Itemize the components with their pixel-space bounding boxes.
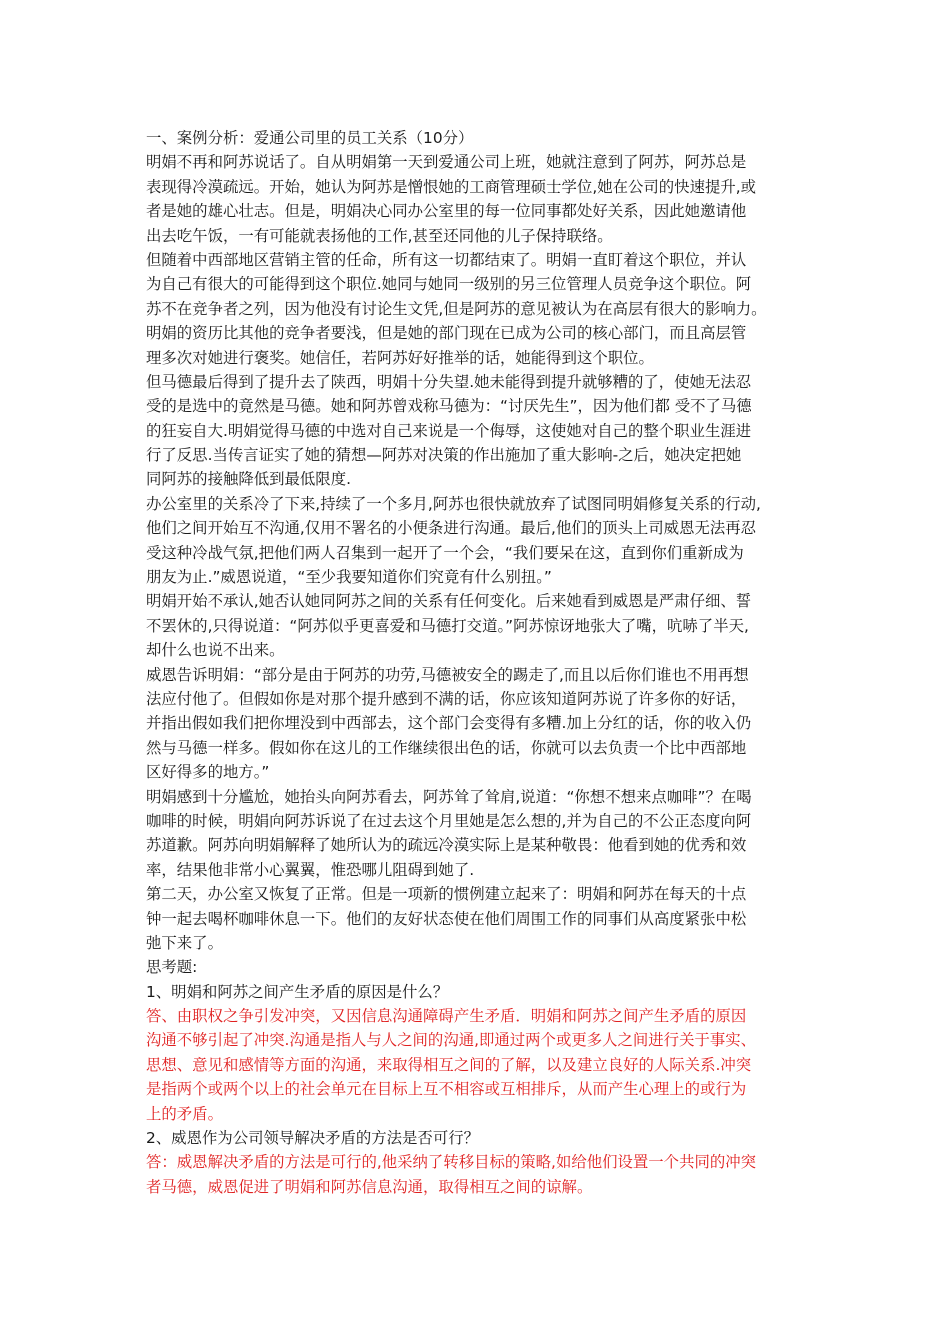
body-line: 受的是选中的竟然是马德。她和阿苏曾戏称马德为：“讨厌先生”，因为他们都 受不了马德 (146, 397, 752, 416)
body-line: 率，结果他非常小心翼翼，惟恐哪儿阻碍到她了. (146, 860, 475, 879)
body-line: 明娟的资历比其他的竞争者要浅，但是她的部门现在已成为公司的核心部门，而且高层管 (146, 324, 747, 343)
body-line: 咖啡的时候，明娟向阿苏诉说了在过去这个月里她是怎么想的,并为自己的不公正态度向阿 (146, 811, 752, 830)
body-line: 苏不在竞争者之列，因为他没有讨论生文凭,但是阿苏的意见被认为在高层有很大的影响力。 (146, 299, 767, 318)
body-line: 理多次对她进行褒奖。她信任，若阿苏好好推举的话，她能得到这个职位。 (146, 348, 654, 367)
body-line: 的狂妄自大.明娟觉得马德的中选对自己来说是一个侮辱，这使她对自己的整个职业生涯进 (146, 421, 752, 440)
body-line: 威恩告诉明娟：“部分是由于阿苏的功劳,马德被安全的踢走了,而且以后你们谁也不用再想 (146, 665, 749, 684)
section-heading: 一、案例分析：爱通公司里的员工关系（10分） (146, 129, 474, 147)
body-line: 者是她的雄心壮志。但是，明娟决心同办公室里的每一位同事都处好关系，因此她邀请他 (146, 202, 747, 221)
body-line: 明娟感到十分尴尬，她抬头向阿苏看去，阿苏耸了耸肩,说道：“你想不想来点咖啡”？在喝 (146, 787, 752, 806)
answer-line: 者马德，威恩促进了明娟和阿苏信息沟通，取得相互之间的谅解。 (146, 1177, 593, 1196)
answer-line: 思想、意见和感情等方面的沟通，来取得相互之间的了解，以及建立良好的人际关系.冲突 (146, 1055, 752, 1074)
body-line: 朋友为止.”威恩说道，“至少我要知道你们究竟有什么别扭。” (146, 568, 552, 587)
body-line: 行了反思.当传言证实了她的猜想—阿苏对决策的作出施加了重大影响-之后，她决定把她 (146, 446, 742, 465)
body-line: 苏道歉。阿苏向明娟解释了她所认为的疏远冷漠实际上是某种敬畏：他看到她的优秀和效 (146, 836, 747, 855)
question-line: 1、明娟和阿苏之间产生矛盾的原因是什么？ (146, 982, 449, 1001)
body-line: 不罢休的,只得说道：“阿苏似乎更喜爱和马德打交道。”阿苏惊讶地张大了嘴，吭哧了半天, (146, 616, 749, 635)
answer-line: 答：威恩解决矛盾的方法是可行的,他采纳了转移目标的策略,如给他们设置一个共同的冲突 (146, 1153, 757, 1172)
answer-line: 沟通不够引起了冲突.沟通是指人与人之间的沟通,即通过两个或更多人之间进行关于事实、 (146, 1031, 757, 1050)
body-line: 他们之间开始互不沟通,仅用不署名的小便条进行沟通。最后,他们的顶头上司威恩无法再忍 (146, 519, 757, 538)
question-line: 2、威恩作为公司领导解决矛盾的方法是否可行？ (146, 1129, 479, 1148)
body-line: 受这种冷战气氛,把他们两人召集到一起开了一个会，“我们要呆在这，直到你们重新成为 (146, 543, 744, 562)
body-line: 但随着中西部地区营销主管的任命，所有这一切都结束了。明娟一直盯着这个职位，并认 (146, 250, 747, 269)
answer-line: 上的矛盾。 (146, 1104, 223, 1123)
body-line: 钟一起去喝杯咖啡休息一下。他们的友好状态使在他们周围工作的同事们从高度紧张中松 (146, 909, 747, 928)
answer-line: 是指两个或两个以上的社会单元在目标上互不相容或互相排斥，从而产生心理上的或行为 (146, 1080, 747, 1099)
body-line: 第二天，办公室又恢复了正常。但是一项新的惯例建立起来了：明娟和阿苏在每天的十点 (146, 885, 747, 904)
body-line: 表现得冷漠疏远。开始，她认为阿苏是憎恨她的工商管理硕士学位,她在公司的快速提升,或 (146, 177, 757, 196)
body-line: 却什么也说不出来。 (146, 641, 285, 660)
body-line: 并指出假如我们把你埋没到中西部去，这个部门会变得有多糟.加上分红的话，你的收入仍 (146, 714, 752, 733)
answer-line: 答、由职权之争引发冲突，又因信息沟通障碍产生矛盾．明娟和阿苏之间产生矛盾的原因 (146, 1007, 747, 1026)
body-line: 然与马德一样多。假如你在这儿的工作继续很出色的话，你就可以去负责一个比中西部地 (146, 738, 747, 757)
body-line: 明娟不再和阿苏说话了。自从明娟第一天到爱通公司上班，她就注意到了阿苏，阿苏总是 (146, 153, 747, 172)
body-line: 区好得多的地方。” (146, 763, 270, 782)
body-line: 但马德最后得到了提升去了陕西，明娟十分失望.她未能得到提升就够糟的了，使她无法忍 (146, 372, 752, 391)
body-line: 明娟开始不承认,她否认她同阿苏之间的关系有任何变化。后来她看到威恩是严肃仔细、誓 (146, 592, 752, 611)
body-line: 弛下来了。 (146, 933, 223, 952)
document-page (146, 126, 810, 1199)
body-line: 同阿苏的接触降低到最低限度. (146, 470, 351, 489)
body-line: 为自己有很大的可能得到这个职位.她同与她同一级别的另三位管理人员竞争这个职位。阿 (146, 275, 752, 294)
body-line: 思考题: (146, 958, 198, 977)
body-line: 办公室里的关系冷了下来,持续了一个多月,阿苏也很快就放弃了试图同明娟修复关系的行动, (146, 494, 761, 513)
body-line: 法应付他了。但假如你是对那个提升感到不满的话，你应该知道阿苏说了许多你的好话， (146, 689, 747, 708)
body-line: 出去吃午饭，一有可能就表扬他的工作,甚至还同他的儿子保持联络。 (146, 226, 613, 245)
